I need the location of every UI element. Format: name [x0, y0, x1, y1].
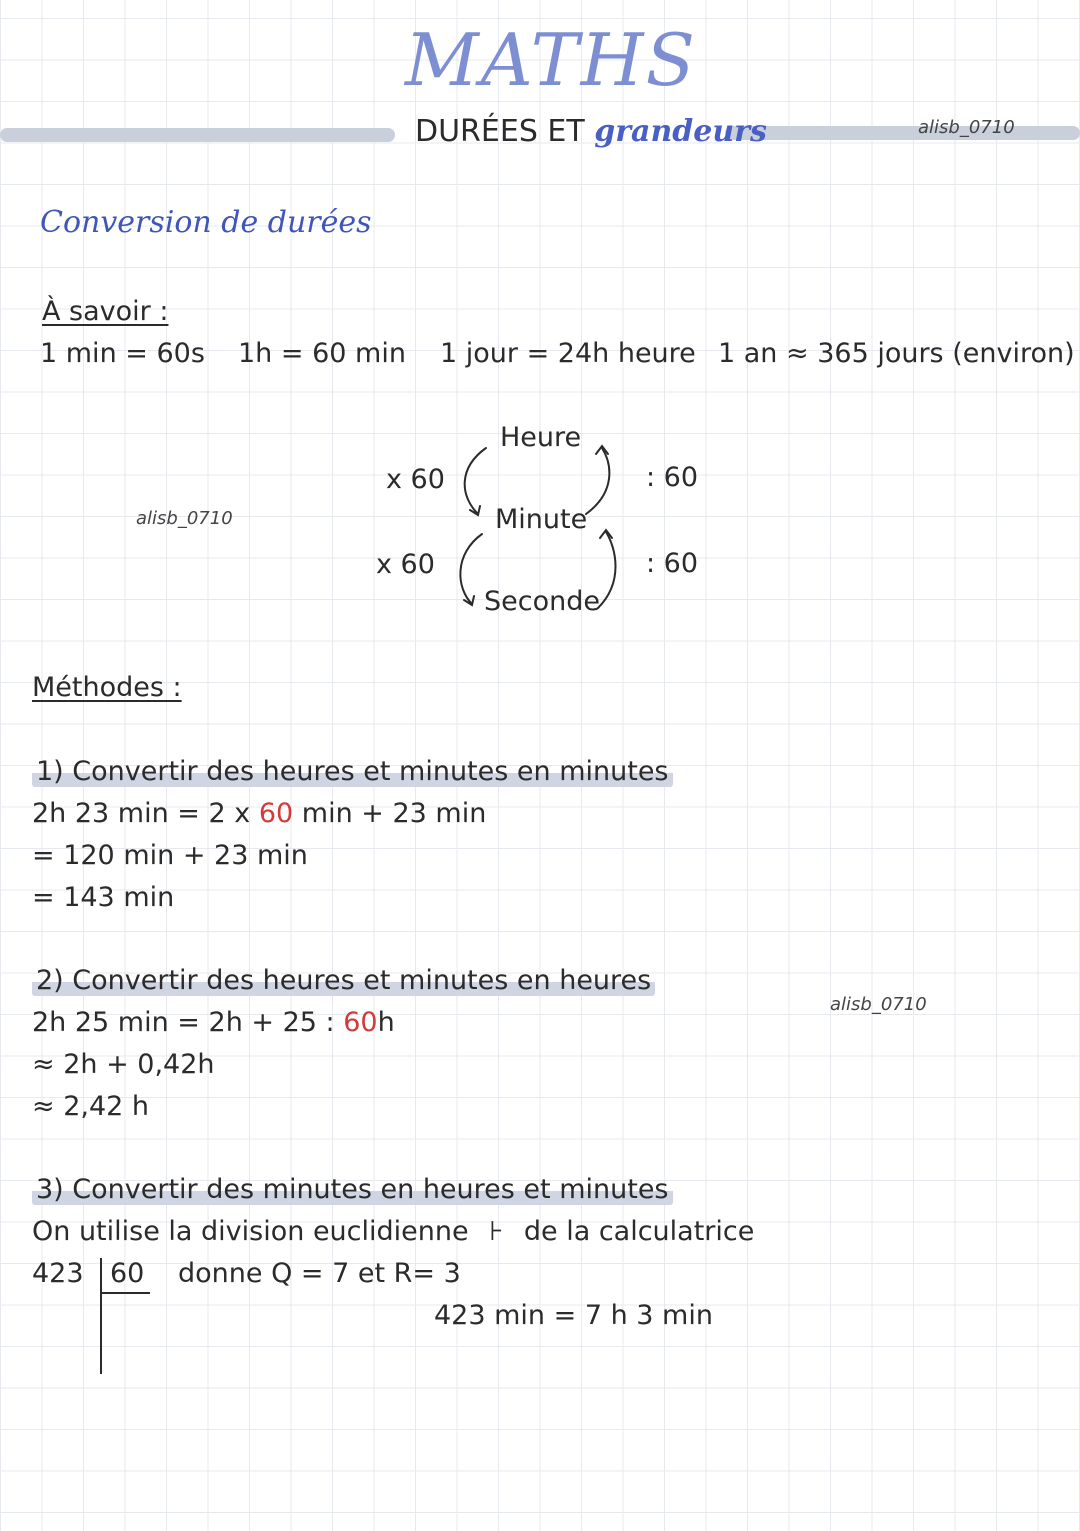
method-3-title	[32, 1174, 673, 1205]
subtitle-accent: grandeurs	[594, 114, 767, 149]
m1-line1-b: min + 23 min	[293, 798, 487, 829]
methodes-label: Méthodes :	[32, 672, 182, 703]
m2-line1-a: 2h 25 min = 2h + 25 :	[32, 1007, 344, 1038]
method-2-line-2: ≈ 2h + 0,42h	[32, 1049, 215, 1080]
op-multiply-2: x 60	[376, 549, 435, 580]
method-2-line-1	[32, 1007, 395, 1038]
fact-hour: 1h = 60 min	[238, 338, 406, 369]
method-2-title	[32, 965, 655, 996]
op-divide-2: : 60	[646, 548, 699, 579]
arrow-minute-to-heure-head	[596, 446, 608, 454]
division-divisor: 60	[110, 1258, 145, 1289]
division-dividend: 423	[32, 1258, 84, 1289]
method-1-line-3: = 143 min	[32, 882, 175, 913]
arrow-seconde-to-minute-head	[600, 530, 612, 538]
header-band-right	[725, 126, 1080, 140]
op-divide-1: : 60	[646, 462, 699, 493]
method-3-line-1	[32, 1216, 754, 1247]
arrow-minute-to-seconde	[460, 534, 482, 604]
op-multiply-1: x 60	[386, 464, 445, 495]
division-bar-horizontal	[100, 1292, 150, 1294]
m1-line1-red: 60	[258, 798, 294, 829]
section-title: Conversion de durées	[40, 205, 372, 240]
method-3-title-text: 3) Convertir des minutes en heures et minutes	[32, 1174, 673, 1205]
watermark-low: alisb_0710	[830, 994, 927, 1015]
subtitle-main: DURÉES ET	[415, 114, 585, 149]
division-result: donne Q = 7 et R= 3	[178, 1258, 461, 1289]
m1-line1-a: 2h 23 min = 2 x	[32, 798, 259, 829]
watermark-top: alisb_0710	[918, 117, 1015, 138]
division-key-symbol: ⊦	[489, 1216, 504, 1247]
m2-line1-b: h	[377, 1007, 395, 1038]
method-1-line-1	[32, 798, 486, 829]
method-2-line-3: ≈ 2,42 h	[32, 1091, 150, 1122]
arrow-seconde-to-minute	[598, 532, 616, 608]
arrow-minute-to-heure	[586, 448, 609, 514]
unit-heure: Heure	[500, 422, 582, 453]
page-subtitle	[415, 114, 767, 149]
fact-year: 1 an ≈ 365 jours (environ)	[718, 338, 1075, 369]
fact-day: 1 jour = 24h heure	[440, 338, 696, 369]
division-bar-vertical	[100, 1258, 102, 1374]
method-1-title-text: 1) Convertir des heures et minutes en minutes	[32, 756, 673, 787]
arrow-heure-to-minute	[465, 448, 486, 514]
conversion-arrows	[440, 430, 640, 620]
page-title: MATHS	[405, 18, 697, 102]
m3-line1-b: de la calculatrice	[523, 1216, 755, 1247]
method-1-line-2: = 120 min + 23 min	[32, 840, 308, 871]
watermark-middle: alisb_0710	[136, 508, 233, 529]
m3-line1-a: On utilise la division euclidienne	[32, 1216, 469, 1247]
fact-minute: 1 min = 60s	[40, 338, 205, 369]
unit-seconde: Seconde	[484, 586, 600, 617]
header-band-left	[0, 128, 395, 142]
method-2-title-text: 2) Convertir des heures et minutes en heures	[32, 965, 655, 996]
division-conclusion: 423 min = 7 h 3 min	[434, 1300, 713, 1331]
unit-minute: Minute	[495, 504, 588, 535]
a-savoir-label: À savoir :	[42, 296, 169, 327]
m2-line1-red: 60	[343, 1007, 378, 1038]
method-1-title	[32, 756, 673, 787]
